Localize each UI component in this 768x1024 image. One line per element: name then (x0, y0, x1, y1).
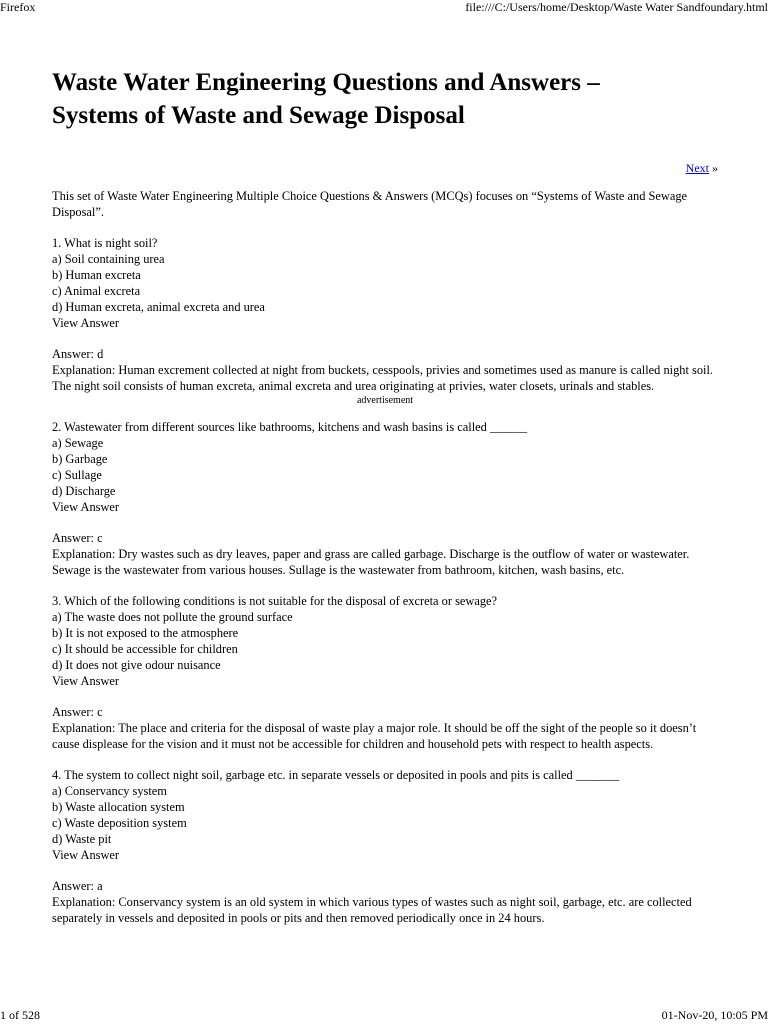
view-answer-button[interactable]: View Answer (52, 316, 120, 330)
option-d: d) Discharge (52, 484, 116, 498)
page-counter: 1 of 528 (0, 1008, 40, 1022)
next-nav (52, 160, 718, 176)
answer-4 (52, 878, 718, 926)
option-d: d) It does not give odour nuisance (52, 658, 221, 672)
option-c: c) Sullage (52, 468, 102, 482)
answer-1 (52, 346, 718, 394)
question-2 (52, 419, 718, 515)
view-answer-button[interactable]: View Answer (52, 500, 120, 514)
option-c: c) Waste deposition system (52, 816, 187, 830)
explanation-text: Explanation: Dry wastes such as dry leaves, paper and grass are called garbage. Discharge is the outflow of water or wastewater. Sewage is the wastewater from various houses. Sullage is the wastewater from bathroom, kitchen, wash basins, etc. (52, 547, 690, 577)
answer-2 (52, 530, 718, 578)
explanation-text: Explanation: The place and criteria for the disposal of waste play a major role. It should be off the sight of the people so it doesn’t cause displease for the vision and it must not be accessible for children and household pets with respect to health aspects. (52, 721, 697, 751)
intro-paragraph: This set of Waste Water Engineering Multiple Choice Questions & Answers (MCQs) focuses on “Systems of Waste and Sewage Disposal”. (52, 189, 688, 219)
advertisement-label: advertisement (356, 395, 414, 406)
next-link[interactable]: Next (685, 161, 709, 175)
option-c: c) It should be accessible for children (52, 642, 238, 656)
print-datetime: 01-Nov-20, 10:05 PM (661, 1008, 768, 1022)
answer-text: Answer: c (52, 531, 103, 545)
option-a: a) Soil containing urea (52, 252, 165, 266)
view-answer-button[interactable]: View Answer (52, 674, 120, 688)
browser-app-name: Firefox (0, 0, 36, 14)
question-1 (52, 235, 718, 331)
question-4 (52, 767, 718, 863)
answer-text: Answer: a (52, 879, 103, 893)
view-answer-button[interactable]: View Answer (52, 848, 120, 862)
option-d: d) Human excreta, animal excreta and urea (52, 300, 265, 314)
question-text: 1. What is night soil? (52, 236, 158, 250)
option-c: c) Animal excreta (52, 284, 141, 298)
page-title-line-1: Waste Water Engineering Questions and Answers – (52, 69, 600, 96)
answer-3 (52, 704, 718, 752)
explanation-text: Explanation: Human excrement collected at night from buckets, cesspools, privies and sometimes used as manure is called night soil. The night soil consists of human excreta, animal excreta and urea originating at privies, water closets, urinals and stables. (52, 363, 714, 393)
option-b: b) Waste allocation system (52, 800, 185, 814)
option-b: b) Garbage (52, 452, 108, 466)
article (52, 66, 718, 926)
explanation-text: Explanation: Conservancy system is an old system in which various types of wastes such as night soil, garbage, etc. are collected separately in vessels and deposited in pools or pits and then removed periodically once in 24 hours. (52, 895, 692, 925)
next-arrow: » (709, 161, 718, 175)
option-a: a) The waste does not pollute the ground surface (52, 610, 293, 624)
question-text: 3. Which of the following conditions is not suitable for the disposal of excreta or sewage? (52, 594, 498, 608)
option-a: a) Sewage (52, 436, 104, 450)
option-b: b) It is not exposed to the atmosphere (52, 626, 239, 640)
page-title (52, 66, 718, 132)
question-text: 4. The system to collect night soil, garbage etc. in separate vessels or deposited in pools and pits is called _______ (52, 768, 620, 782)
option-a: a) Conservancy system (52, 784, 167, 798)
answer-text: Answer: c (52, 705, 103, 719)
option-d: d) Waste pit (52, 832, 112, 846)
option-b: b) Human excreta (52, 268, 141, 282)
file-path: file:///C:/Users/home/Desktop/Waste Water Sandfoundary.html (465, 0, 768, 14)
question-text: 2. Wastewater from different sources like bathrooms, kitchens and wash basins is called ______ (52, 420, 528, 434)
answer-text: Answer: d (52, 347, 104, 361)
question-3 (52, 593, 718, 689)
page-title-line-2: Systems of Waste and Sewage Disposal (52, 102, 465, 129)
